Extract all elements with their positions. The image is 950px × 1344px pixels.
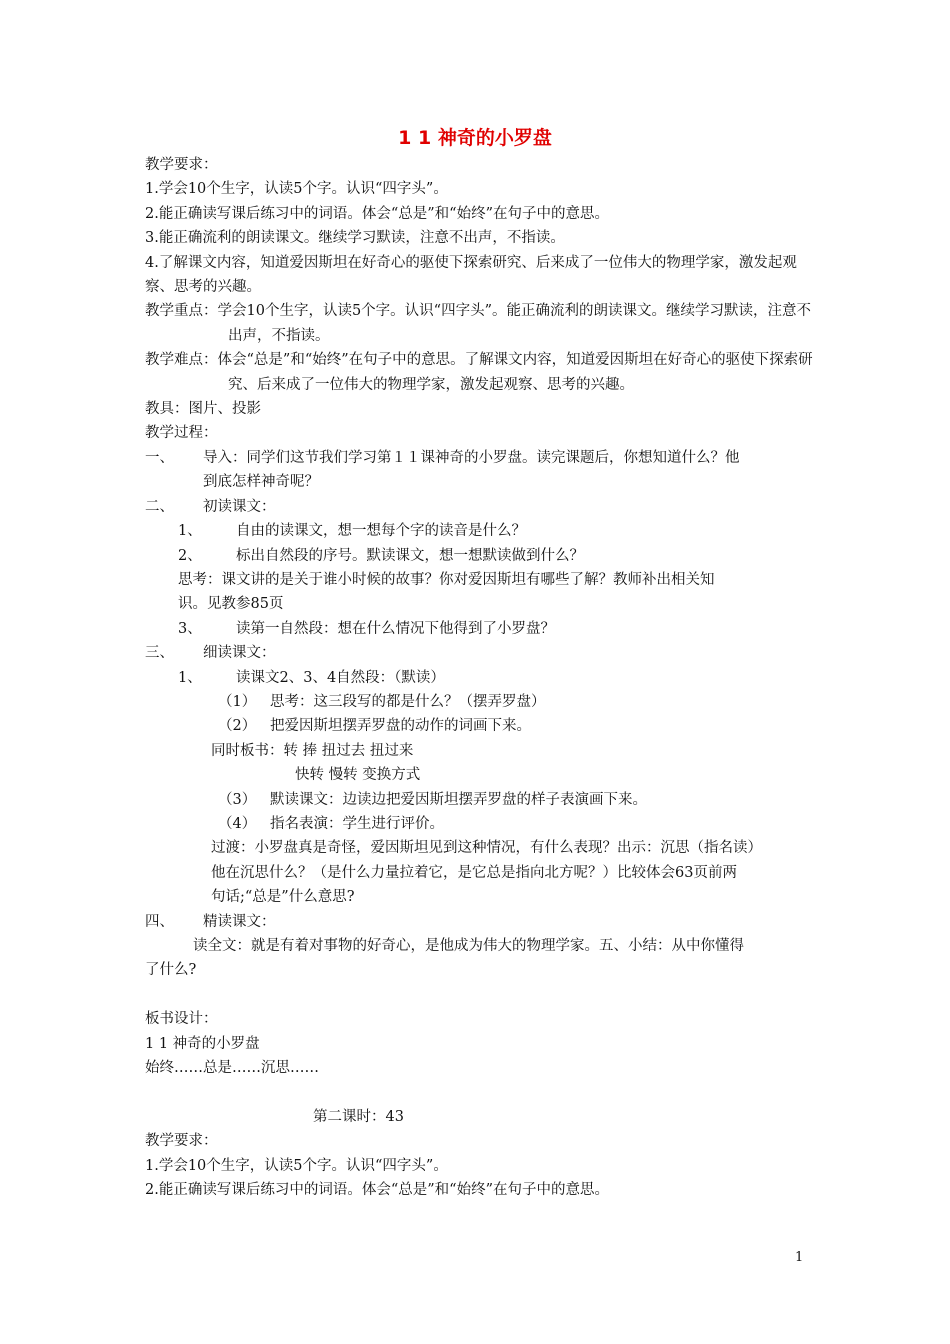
section-heading: 教学要求： [145, 157, 218, 173]
list-number: （2） [218, 718, 257, 735]
list-item [145, 495, 817, 519]
list-number: 1、 [178, 523, 202, 540]
list-number: 四、 [145, 913, 174, 930]
list-number: 二、 [145, 498, 174, 515]
spacer [145, 1080, 817, 1104]
list-text: 把爱因斯坦摆弄罗盘的动作的词画下来。 [270, 718, 531, 735]
list-item [145, 666, 817, 690]
difficulties-paragraph: 教学难点：体会“总是”和“始终”在句子中的意思。了解课文内容，知道爱因斯坦在好奇心的驱使下探索研究、后来成了一位伟大的物理学家，激发起观察、思考的兴趣。 [145, 352, 813, 393]
document-body [145, 153, 817, 1202]
section-heading: 教学要求： [145, 1133, 218, 1150]
text-line: 读全文：就是有着对事物的好奇心，是他成为伟大的物理学家。五、小结：从中你懂得 [193, 938, 744, 954]
list-text: 思考：这三段写的都是什么？（摆弄罗盘） [270, 693, 546, 710]
text-line: 识。见教参85页 [178, 596, 284, 613]
section-heading: 教学过程： [145, 425, 218, 442]
lesson-heading: 第二课时：43 [313, 1108, 404, 1125]
list-item [145, 617, 817, 641]
page-title: 1 1 神奇的小罗盘 [398, 127, 552, 149]
text-line: 2.能正确读写课后练习中的词语。体会“总是”和“始终”在句子中的意思。 [145, 205, 609, 222]
text-line: 1.学会10个生字，认读5个字。认识“四字头”。 [145, 1157, 448, 1174]
list-number: （3） [218, 791, 257, 808]
text-line: 2.能正确读写课后练习中的词语。体会“总是”和“始终”在句子中的意思。 [145, 1182, 609, 1199]
text-line: 始终……总是……沉思…… [145, 1060, 319, 1077]
list-number: 三、 [145, 645, 174, 662]
list-text: 自由的读课文，想一想每个字的读音是什么？ [236, 523, 526, 540]
list-item [145, 714, 817, 738]
text-line: 教具：图片、投影 [145, 401, 261, 418]
list-text: 标出自然段的序号。默读课文，想一想默读做到什么？ [236, 547, 584, 564]
text-line: 句话;“总是”什么意思? [211, 889, 355, 906]
list-text: 细读课文： [203, 645, 276, 662]
list-item [145, 641, 817, 665]
list-text: 指名表演：学生进行评价。 [270, 815, 444, 832]
list-number: 一、 [145, 449, 174, 466]
list-text: 初读课文： [203, 498, 276, 515]
list-text: 读课文2、3、4自然段：（默读） [236, 669, 445, 686]
text-line: 了什么? [145, 962, 197, 979]
list-number: 2、 [178, 547, 202, 564]
list-text: 默读课文：边读边把爱因斯坦摆弄罗盘的样子表演画下来。 [270, 791, 647, 808]
list-number: （1） [218, 693, 257, 710]
text-paragraph: 4.了解课文内容，知道爱因斯坦在好奇心的驱使下探索研究、后来成了一位伟大的物理学家，激发起观察、思考的兴趣。 [145, 254, 797, 296]
list-item [145, 690, 817, 714]
page-number: 1 [795, 1250, 804, 1265]
text-line: 过渡：小罗盘真是奇怪，爱因斯坦见到这种情况，有什么表现？出示：沉思（指名读） [211, 840, 762, 857]
list-item [145, 544, 817, 568]
section-heading: 板书设计： [145, 1011, 218, 1028]
list-number: 3、 [178, 620, 202, 637]
text-line: 同时板书：转 捧 扭过去 扭过来 [211, 742, 414, 759]
list-item [145, 519, 817, 543]
list-number: 1、 [178, 669, 202, 686]
list-item [145, 788, 817, 812]
list-text: 读第一自然段：想在什么情况下他得到了小罗盘？ [236, 620, 555, 637]
text-line: 1 1 神奇的小罗盘 [145, 1035, 260, 1052]
list-item [145, 446, 817, 470]
text-line: 3.能正确流利的朗读课文。继续学习默读，注意不出声，不指读。 [145, 230, 565, 247]
list-text: 导入：同学们这节我们学习第１１课神奇的小罗盘。读完课题后，你想知道什么？他 [203, 449, 740, 466]
list-number: （4） [218, 815, 257, 832]
key-points-paragraph: 教学重点：学会10个生字，认读5个字。认识“四字头”。能正确流利的朗读课文。继续学习默读，注意不出声，不指读。 [145, 303, 811, 344]
list-item [145, 812, 817, 836]
text-line: 他在沉思什么？（是什么力量拉着它，是它总是指向北方呢？）比较体会63页前两 [211, 864, 737, 881]
text-line: 到底怎样神奇呢？ [203, 474, 319, 491]
spacer [145, 983, 817, 1007]
text-line: 1.学会10个生字，认读5个字。认识“四字头”。 [145, 181, 448, 198]
text-line: 思考：课文讲的是关于谁小时候的故事？你对爱因斯坦有哪些了解？教师补出相关知 [178, 571, 715, 588]
text-line: 快转 慢转 变换方式 [295, 767, 421, 784]
list-text: 精读课文： [203, 913, 276, 930]
list-item [145, 910, 817, 934]
